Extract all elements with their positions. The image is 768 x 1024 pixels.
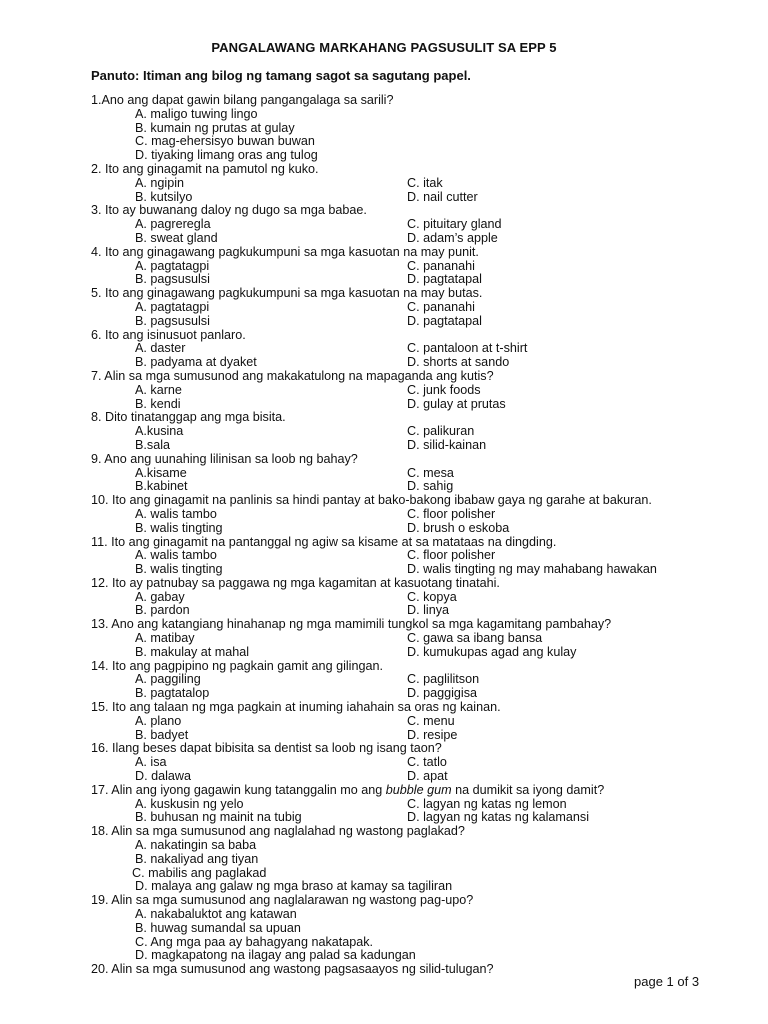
answer-row — [91, 811, 751, 825]
question-list — [91, 94, 751, 977]
answer-option: B. huwag sumandal sa upuan — [135, 920, 301, 935]
answer-option: A. pagtatagpi — [135, 299, 210, 314]
answer-option: B. pardon — [135, 603, 190, 618]
answer-row — [91, 632, 751, 646]
answer-option: C. mesa — [407, 465, 454, 480]
answer-option: A. ngipin — [135, 175, 185, 190]
answer-option: C. pituitary gland — [407, 217, 502, 232]
question-text: 19. Alin sa mga sumusunod ang naglalarawan ng wastong pag-upo? — [91, 893, 474, 908]
question-text: 3. Ito ay buwanang daloy ng dugo sa mga babae. — [91, 203, 367, 218]
answer-row — [91, 467, 751, 481]
answer-option: A. walis tambo — [135, 506, 217, 521]
answer-row — [91, 356, 751, 370]
question-text: 6. Ito ang isinusuot panlaro. — [91, 327, 246, 342]
question-text: 13. Ano ang katangiang hinahanap ng mga mamimili tungkol sa mga kagamitang pambahay? — [91, 617, 612, 632]
instructions: Panuto: Itiman ang bilog ng tamang sagot sa sagutang papel. — [91, 68, 471, 83]
answer-option: D. silid-kainan — [407, 437, 487, 452]
answer-option: C. menu — [407, 713, 455, 728]
question-text: 9. Ano ang uunahing lilinisan sa loob ng bahay? — [91, 451, 358, 466]
answer-option: D. tiyaking limang oras ang tulog — [135, 148, 318, 163]
question-text: 5. Ito ang ginagawang pagkukumpuni sa mga kasuotan na may butas. — [91, 286, 483, 301]
answer-option: D. adam’s apple — [407, 230, 498, 245]
answer-row — [91, 480, 751, 494]
answer-option: D. magkapatong na ilagay ang palad sa kadungan — [135, 948, 416, 963]
answer-row — [91, 687, 751, 701]
answer-option: C. palikuran — [407, 424, 475, 439]
answer-option: B.sala — [135, 437, 171, 452]
answer-row — [91, 729, 751, 743]
answer-option: C. pantaloon at t-shirt — [407, 341, 528, 356]
question-text: 14. Ito ang pagpipino ng pagkain gamit ang gilingan. — [91, 658, 383, 673]
answer-option: B. pagsusulsi — [135, 272, 210, 287]
page-number: page 1 of 3 — [634, 974, 700, 989]
question-text — [91, 784, 751, 798]
answer-row — [91, 508, 751, 522]
answer-row — [91, 273, 751, 287]
answer-option: D. sahig — [407, 479, 454, 494]
question-text-part: na dumikit sa iyong damit? — [451, 782, 605, 797]
answer-row — [91, 604, 751, 618]
question-text: 1.Ano ang dapat gawin bilang pangangalaga sa sarili? — [91, 93, 394, 107]
answer-option: C. floor polisher — [407, 548, 496, 563]
answer-row — [91, 756, 751, 770]
answer-option: D. pagtatapal — [407, 313, 482, 328]
answer-row — [91, 522, 751, 536]
question-text: 8. Dito tinatanggap ang mga bisita. — [91, 410, 286, 425]
answer-option: C. lagyan ng katas ng lemon — [407, 796, 567, 811]
question-text: 2. Ito ang ginagamit na pamutol ng kuko. — [91, 161, 319, 176]
answer-option: A. matibay — [135, 631, 195, 646]
answer-row — [91, 177, 751, 191]
answer-option: C. gawa sa ibang bansa — [407, 631, 543, 646]
answer-option: D. paggigisa — [407, 686, 478, 701]
answer-row — [91, 798, 751, 812]
answer-option: C. itak — [407, 175, 443, 190]
answer-option: C. kopya — [407, 589, 457, 604]
question-text: 10. Ito ang ginagamit na panlinis sa hindi pantay at bako-bakong ibabaw gaya ng garahe at bakuran. — [91, 493, 652, 508]
answer-row — [91, 673, 751, 687]
answer-option: A. kuskusin ng yelo — [135, 796, 244, 811]
question-text: 7. Alin sa mga sumusunod ang makakatulong na mapaganda ang kutis? — [91, 368, 494, 383]
answer-row — [91, 770, 751, 784]
answer-option: D. walis tingting ng may mahabang hawakan — [407, 562, 657, 577]
answer-row — [91, 191, 751, 205]
answer-option: A. isa — [135, 755, 167, 770]
question-text-emphasis: bubble gum — [385, 782, 452, 797]
answer-option: A. nakatingin sa baba — [135, 838, 257, 853]
question-text: 16. Ilang beses dapat bibisita sa dentist sa loob ng isang taon? — [91, 741, 442, 756]
answer-row — [91, 260, 751, 274]
answer-row — [91, 218, 751, 232]
answer-option: B. kumain ng prutas at gulay — [135, 120, 295, 135]
answer-option: B. buhusan ng mainit na tubig — [135, 810, 302, 825]
answer-row — [91, 384, 751, 398]
answer-option: B. pagsusulsi — [135, 313, 210, 328]
answer-option: A. nakabaluktot ang katawan — [135, 907, 297, 922]
answer-row — [91, 563, 751, 577]
answer-option: D. linya — [407, 603, 449, 618]
question-text-part: 17. Alin ang iyong gagawin kung tatanggalin mo ang — [91, 782, 386, 797]
answer-option: B. kendi — [135, 396, 181, 411]
answer-option: D. malaya ang galaw ng mga braso at kamay sa tagiliran — [135, 879, 453, 894]
answer-row — [91, 439, 751, 453]
answer-row — [91, 549, 751, 563]
answer-option: D. lagyan ng katas ng kalamansi — [407, 810, 590, 825]
answer-option: B. pagtatalop — [135, 686, 210, 701]
answer-option: A. plano — [135, 713, 182, 728]
answer-option: D. nail cutter — [407, 189, 478, 204]
answer-option: B. makulay at mahal — [135, 644, 250, 659]
answer-row — [91, 715, 751, 729]
answer-option: C. Ang mga paa ay bahagyang nakatapak. — [135, 934, 374, 949]
answer-option: A. karne — [135, 382, 182, 397]
answer-row — [91, 232, 751, 246]
answer-row — [91, 646, 751, 660]
answer-row — [91, 425, 751, 439]
answer-option: A. gabay — [135, 589, 185, 604]
answer-option: B. nakaliyad ang tiyan — [135, 851, 259, 866]
answer-row — [91, 342, 751, 356]
answer-option: C. pananahi — [407, 299, 475, 314]
answer-option: A.kisame — [135, 465, 187, 480]
answer-option: D. brush o eskoba — [407, 520, 510, 535]
answer-option: D. gulay at prutas — [407, 396, 506, 411]
question-text: 20. Alin sa mga sumusunod ang wastong pagsasaayos ng silid-tulugan? — [91, 962, 494, 977]
answer-option: A. maligo tuwing lingo — [135, 106, 258, 121]
answer-option: D. resipe — [407, 727, 458, 742]
question-text: 12. Ito ay patnubay sa paggawa ng mga kagamitan at kasuotang tinatahi. — [91, 575, 500, 590]
answer-option: A.kusina — [135, 424, 184, 439]
answer-option: D. apat — [407, 769, 448, 784]
question-text: 11. Ito ang ginagamit na pantanggal ng agiw sa kisame at sa matataas na dingding. — [91, 534, 557, 549]
answer-option: B. padyama at dyaket — [135, 355, 257, 370]
answer-option: C. junk foods — [407, 382, 481, 397]
answer-option: C. mabilis ang paglakad — [132, 865, 267, 880]
answer-option: C. pananahi — [407, 258, 475, 273]
answer-option: C. tatlo — [407, 755, 447, 770]
question-text: 4. Ito ang ginagawang pagkukumpuni sa mga kasuotan na may punit. — [91, 244, 479, 259]
answer-row — [91, 301, 751, 315]
answer-option: B. badyet — [135, 727, 189, 742]
answer-option: B. sweat gland — [135, 230, 218, 245]
question-text: 18. Alin sa mga sumusunod ang naglalahad ng wastong paglakad? — [91, 824, 465, 839]
answer-row — [91, 591, 751, 605]
answer-option: B. kutsilyo — [135, 189, 193, 204]
page-title: PANGALAWANG MARKAHANG PAGSUSULIT SA EPP 5 — [211, 40, 557, 55]
answer-option: A. pagtatagpi — [135, 258, 210, 273]
answer-option: C. mag-ehersisyo buwan buwan — [135, 134, 315, 149]
answer-option: A. paggiling — [135, 672, 201, 687]
answer-option: B. walis tingting — [135, 520, 223, 535]
answer-option: D. shorts at sando — [407, 355, 510, 370]
answer-option: D. dalawa — [135, 769, 192, 784]
answer-option: C. floor polisher — [407, 506, 496, 521]
answer-option: B. walis tingting — [135, 562, 223, 577]
answer-option: A. daster — [135, 341, 186, 356]
answer-option: A. walis tambo — [135, 548, 217, 563]
answer-row — [91, 315, 751, 329]
answer-option: D. kumukupas agad ang kulay — [407, 644, 577, 659]
answer-row — [91, 398, 751, 412]
answer-option: D. pagtatapal — [407, 272, 482, 287]
answer-option: B.kabinet — [135, 479, 188, 494]
question-text: 15. Ito ang talaan ng mga pagkain at inuming iahahain sa oras ng kainan. — [91, 700, 501, 715]
answer-option: A. pagreregla — [135, 217, 211, 232]
answer-option: C. paglilitson — [407, 672, 480, 687]
